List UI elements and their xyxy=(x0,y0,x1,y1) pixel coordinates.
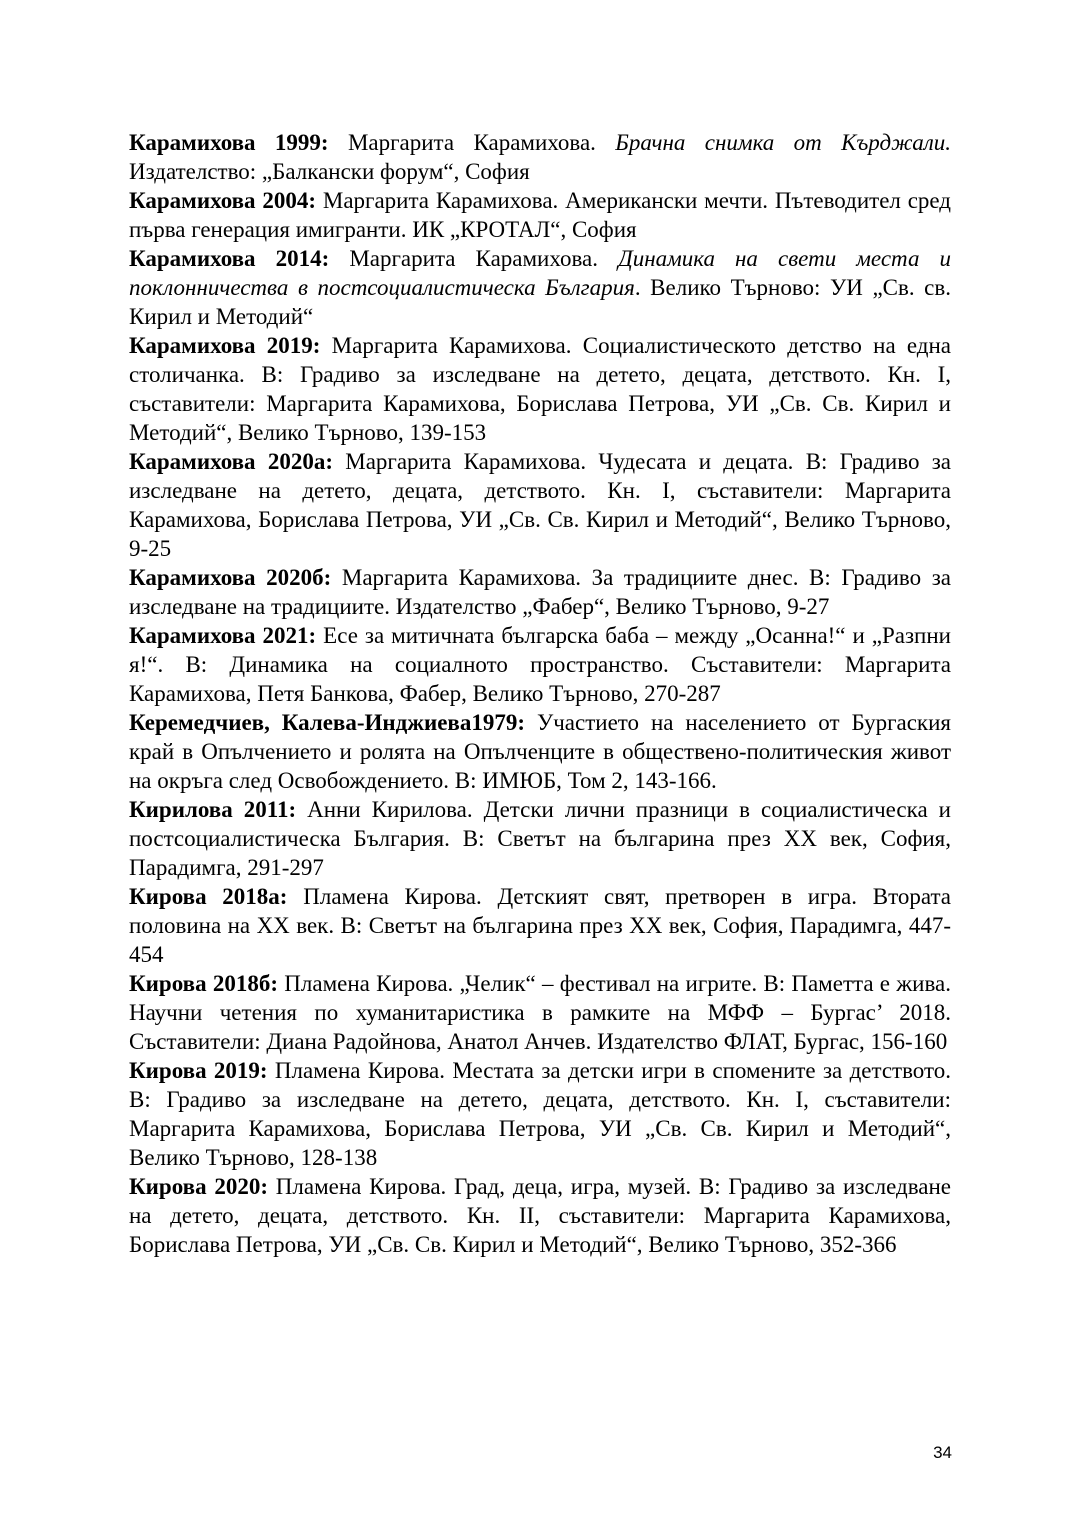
entry-key: Керемедчиев, Калева-Инджиева1979: xyxy=(129,710,526,735)
bibliography-entry xyxy=(129,447,951,563)
entry-key: Карамихова 2021: xyxy=(129,623,317,648)
entry-text: Участието на населението от Бургаския край в Опълчението и ролята на Опълченците в обществено-политическия живот на окръга след Освобождението. В: ИМЮБ, Том 2, 143-166. xyxy=(129,710,951,793)
entry-key: Кирова 2019: xyxy=(129,1058,268,1083)
entry-text: Маргарита Карамихова. xyxy=(329,246,619,271)
entry-key: Кирова 2018б: xyxy=(129,971,278,996)
entry-key: Карамихова 2019: xyxy=(129,333,321,358)
bibliography-entry xyxy=(129,244,951,331)
entry-text: Есе за митичната българска баба – между „Осанна!“ и „Разпни я!“. В: Динамика на социалното пространство. Съставители: Маргарита Карамихова, Петя Банкова, Фабер, Велико Търново, 270-287 xyxy=(129,623,951,706)
entry-key: Карамихова 2004: xyxy=(129,188,317,213)
page-number: 34 xyxy=(933,1443,952,1462)
bibliography-entry xyxy=(129,708,951,795)
bibliography-entry xyxy=(129,1056,951,1172)
bibliography-entry xyxy=(129,563,951,621)
entry-text: Маргарита Карамихова. Социалистическото детство на една столичанка. В: Градиво за изследване на детето, децата, детството. Кн. I, съставители: Маргарита Карамихова, Борислава Петрова, УИ „Св. Св. Кирил и Методий“, Велико Търново, 139-153 xyxy=(129,333,952,445)
bibliography-entry xyxy=(129,1172,951,1259)
bibliography-entry xyxy=(129,128,951,186)
bibliography-list xyxy=(129,128,951,1259)
bibliography-entry xyxy=(129,331,951,447)
entry-text: Маргарита Карамихова. xyxy=(328,130,616,155)
entry-key: Кирова 2020: xyxy=(129,1174,268,1199)
entry-key: Карамихова 2020б: xyxy=(129,565,332,590)
entry-text: Пламена Кирова. Местата за детски игри в спомените за детството. В: Градиво за изследване на детето, децата, детството. Кн. I, съставители: Маргарита Карамихова, Борислава Петрова, УИ „Св. Св. Кирил и Методий“, Велико Търново, 128-138 xyxy=(129,1058,951,1170)
entry-text: Маргарита Карамихова. За традициите днес. В: Градиво за изследване на традициите. Издателство „Фабер“, Велико Търново, 9-27 xyxy=(129,565,952,619)
bibliography-entry xyxy=(129,795,951,882)
entry-text: Пламена Кирова. Детският свят, претворен в игра. Втората половина на XX век. В: Светът на българина през XX век, София, Парадимга, 447-454 xyxy=(129,884,951,967)
entry-key: Кирилова 2011: xyxy=(129,797,297,822)
entry-title: Динамика на свети места и поклонничества в постсоциалистическа България xyxy=(129,246,951,300)
entry-key: Карамихова 2020а: xyxy=(129,449,333,474)
entry-key: Кирова 2018а: xyxy=(129,884,288,909)
entry-text: Маргарита Карамихова. Американски мечти. Пътеводител сред първа генерация имигранти. ИК „КРОТАЛ“, София xyxy=(129,188,952,242)
bibliography-entry xyxy=(129,621,951,708)
entry-key: Карамихова 1999: xyxy=(129,130,329,155)
entry-text: Анни Кирилова. Детски лични празници в социалистическа и постсоциалистическа България. В: Светът на българина през XX век, София, Парадимга, 291-297 xyxy=(129,797,951,880)
bibliography-entry xyxy=(129,186,951,244)
bibliography-entry xyxy=(129,882,951,969)
entry-text: Пламена Кирова. „Челик“ – фестивал на игрите. В: Паметта е жива. Научни четения по хуманитаристика в рамките на МФФ – Бургас’ 2018. Съставители: Диана Радойнова, Анатол Анчев. Издателство ФЛАТ, Бургас, 156-160 xyxy=(129,971,951,1054)
entry-text-after: Издателство: „Балкански форум“, София xyxy=(129,159,530,184)
bibliography-entry xyxy=(129,969,951,1056)
entry-text: Маргарита Карамихова. Чудесата и децата. В: Градиво за изследване на детето, децата, детството. Кн. I, съставители: Маргарита Карамихова, Борислава Петрова, УИ „Св. Св. Кирил и Методий“, Велико Търново, 9-25 xyxy=(129,449,951,561)
entry-key: Карамихова 2014: xyxy=(129,246,330,271)
entry-text-after: . Велико Търново: УИ „Св. св. Кирил и Методий“ xyxy=(129,275,951,329)
entry-text: Пламена Кирова. Град, деца, игра, музей. В: Градиво за изследване на детето, децата, детството. Кн. II, съставители: Маргарита Карамихова, Борислава Петрова, УИ „Св. Св. Кирил и Методий“, Велико Търново, 352-366 xyxy=(129,1174,951,1257)
entry-title: Брачна снимка от Кърджали. xyxy=(615,130,951,155)
